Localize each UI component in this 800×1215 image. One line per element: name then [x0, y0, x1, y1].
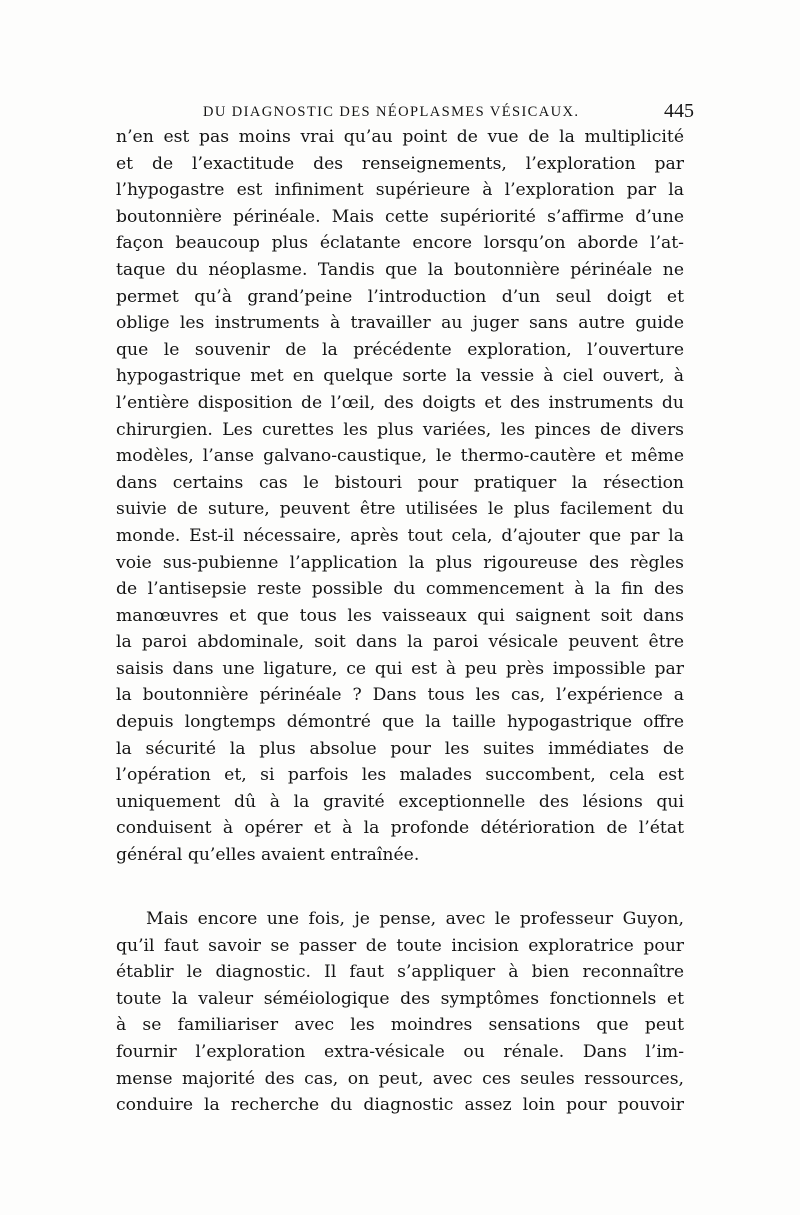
text-line: conduisent à opérer et à la profonde détérioration de l’état	[116, 818, 684, 839]
text-line: modèles, l’anse galvano-caustique, le thermo-cautère et même	[116, 446, 684, 467]
text-line: boutonnière périnéale. Mais cette supériorité s’affirme d’une	[116, 206, 684, 227]
text-line: permet qu’à grand’peine l’introduction d’un seul doigt et	[116, 286, 684, 307]
text-line: dans certains cas le bistouri pour pratiquer la résection	[116, 472, 684, 493]
text-line-first: Mais encore une fois, je pense, avec le professeur Guyon,	[146, 909, 684, 929]
running-title: DU DIAGNOSTIC DES NÉOPLASMES VÉSICAUX.	[203, 104, 580, 120]
text-line: n’en est pas moins vrai qu’au point de vue de la multiplicité	[116, 127, 684, 147]
text-line: conduire la recherche du diagnostic assez loin pour pouvoir	[116, 1095, 684, 1116]
text-line: façon beaucoup plus éclatante encore lorsqu’on aborde l’at-	[116, 233, 684, 254]
text-line: la sécurité la plus absolue pour les suites immédiates de	[116, 738, 684, 759]
text-line: uniquement dû à la gravité exceptionnelle des lésions qui	[116, 791, 684, 812]
text-line: l’opération et, si parfois les malades succombent, cela est	[116, 765, 684, 786]
text-line: la boutonnière périnéale ? Dans tous les cas, l’expérience a	[116, 685, 684, 706]
text-line: oblige les instruments à travailler au juger sans autre guide	[116, 313, 684, 334]
text-line: depuis longtemps démontré que la taille hypogastrique offre	[116, 712, 684, 733]
paragraph	[116, 906, 684, 1119]
text-line: à se familiariser avec les moindres sensations que peut	[116, 1015, 684, 1036]
text-line: l’hypogastre est infiniment supérieure à l’exploration par la	[116, 180, 684, 201]
text-line: de l’antisepsie reste possible du commencement à la fin des	[116, 579, 684, 600]
text-line: que le souvenir de la précédente exploration, l’ouverture	[116, 339, 684, 360]
text-line: hypogastrique met en quelque sorte la vessie à ciel ouvert, à	[116, 366, 684, 387]
text-line: saisis dans une ligature, ce qui est à peu près impossible par	[116, 658, 684, 679]
text-line: taque du néoplasme. Tandis que la boutonnière périnéale ne	[116, 259, 684, 280]
text-line: monde. Est-il nécessaire, après tout cela, d’ajouter que par la	[116, 525, 684, 546]
text-line: manœuvres et que tous les vaisseaux qui saignent soit dans	[116, 605, 684, 626]
text-line: chirurgien. Les curettes les plus variées, les pinces de divers	[116, 419, 684, 440]
text-line: mense majorité des cas, on peut, avec ces seules ressources,	[116, 1068, 684, 1089]
text-line: suivie de suture, peuvent être utilisées le plus facilement du	[116, 499, 684, 520]
text-line: l’entière disposition de l’œil, des doigts et des instruments du	[116, 392, 684, 413]
running-head	[114, 100, 694, 124]
text-line: fournir l’exploration extra-vésicale ou rénale. Dans l’im-	[116, 1041, 684, 1062]
paragraph-continued	[116, 124, 684, 869]
text-line: voie sus-pubienne l’application la plus rigoureuse des règles	[116, 552, 684, 573]
text-line-last: général qu’elles avaient entraînée.	[116, 845, 420, 866]
text-line: la paroi abdominale, soit dans la paroi vésicale peuvent être	[116, 632, 684, 653]
text-line: qu’il faut savoir se passer de toute incision exploratrice pour	[116, 935, 684, 956]
text-line: établir le diagnostic. Il faut s’appliquer à bien reconnaître	[116, 962, 684, 983]
page-number: 445	[664, 100, 694, 122]
text-line: et de l’exactitude des renseignements, l’exploration par	[116, 153, 684, 174]
text-line: toute la valeur séméiologique des symptômes fonctionnels et	[116, 988, 684, 1009]
